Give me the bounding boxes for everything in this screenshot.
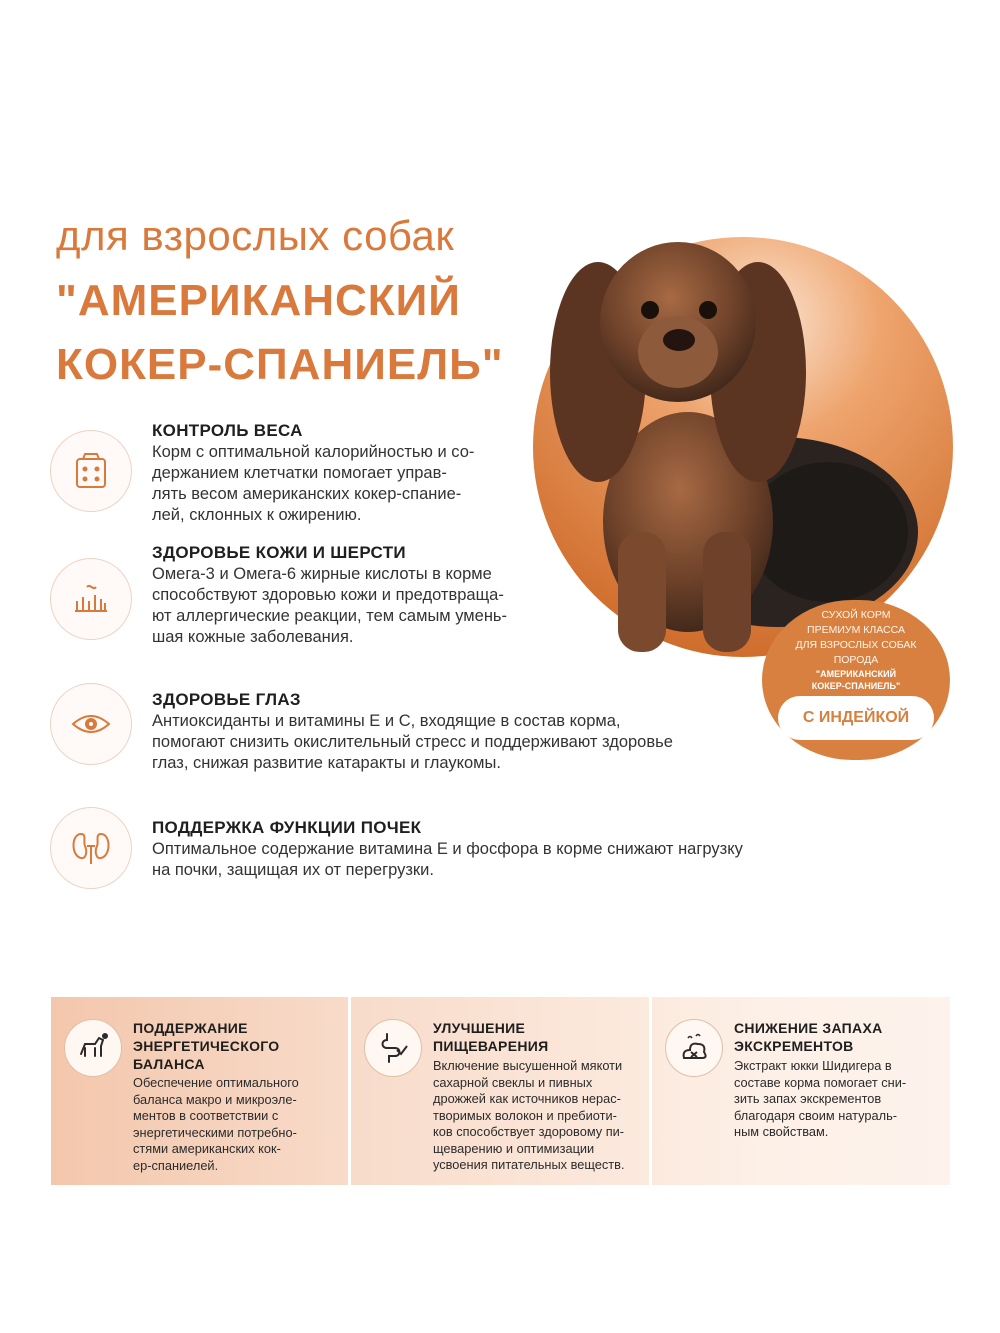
dog-energy-icon bbox=[64, 1019, 122, 1077]
benefit-title: ПОДДЕРЖАНИЕ ЭНЕРГЕТИЧЕСКОГО БАЛАНСА bbox=[133, 1020, 280, 1072]
benefit-text: Экстракт юкки Шидигера в составе корма помогает сни- зить запах экскрементов благодаря своим натураль- ным свойствам. bbox=[734, 1058, 907, 1139]
kidneys-icon bbox=[50, 807, 132, 889]
title-subtitle: для взрослых собак bbox=[56, 212, 455, 259]
digestion-icon bbox=[364, 1019, 422, 1077]
benefit-title: УЛУЧШЕНИЕ ПИЩЕВАРЕНИЯ bbox=[433, 1020, 549, 1054]
feature-text: Омега-3 и Омега-6 жирные кислоты в корме способствуют здоровью кожи и предотвраща- ют аллергические реакции, тем самым умень- шая кожные заболевания. bbox=[152, 565, 508, 646]
feature-title: КОНТРОЛЬ ВЕСА bbox=[152, 421, 303, 440]
feature-text: Корм с оптимальной калорийностью и со- держанием клетчатки помогает управ- лять весом американских кокер-спание- лей, склонных к ожирению. bbox=[152, 443, 475, 524]
benefit-digestion bbox=[351, 997, 649, 1185]
feature-title: ЗДОРОВЬЕ ГЛАЗ bbox=[152, 690, 301, 709]
feature-text: Оптимальное содержание витамина Е и фосфора в корме снижают нагрузку на почки, защищая их от перегрузки. bbox=[152, 840, 743, 879]
cocker-spaniel-illustration bbox=[528, 232, 958, 662]
benefit-text: Включение высушенной мякоти сахарной свеклы и пивных дрожжей как источников нерас- творимых волокон и пребиоти- ков способствует здоровому пи- щеварению и оптимизации усвоения питательных веществ. bbox=[433, 1058, 625, 1172]
food-bag-icon bbox=[50, 430, 132, 512]
benefits-strip bbox=[51, 997, 950, 1185]
title-breed-line1: "АМЕРИКАНСКИЙ bbox=[56, 276, 461, 325]
feature-text: Антиоксиданты и витамины Е и С, входящие в состав корма, помогают снизить окислительный стресс и поддерживают здоровье глаз, снижая развитие катаракты и глаукомы. bbox=[152, 712, 673, 772]
badge-description: СУХОЙ КОРМ ПРЕМИУМ КЛАССА ДЛЯ ВЗРОСЛЫХ СОБАК ПОРОДА bbox=[795, 609, 917, 666]
hero-dog-image bbox=[528, 232, 958, 662]
benefit-energy-balance bbox=[51, 997, 348, 1185]
benefit-text: Обеспечение оптимального баланса макро и микроэле- ментов в соответствии с энергетическими потребно- стями американских кок- ер-спаниелей. bbox=[133, 1075, 299, 1173]
eye-icon bbox=[50, 683, 132, 765]
title-breed-line2: КОКЕР-СПАНИЕЛЬ" bbox=[56, 340, 504, 389]
product-badge bbox=[762, 600, 950, 760]
badge-flavor: С ИНДЕЙКОЙ bbox=[778, 696, 934, 740]
benefit-odor-reduction bbox=[652, 997, 950, 1185]
feature-title: ПОДДЕРЖКА ФУНКЦИИ ПОЧЕК bbox=[152, 818, 422, 837]
badge-breed: "АМЕРИКАНСКИЙ КОКЕР-СПАНИЕЛЬ" bbox=[811, 669, 901, 691]
skin-coat-icon bbox=[50, 558, 132, 640]
feature-title: ЗДОРОВЬЕ КОЖИ И ШЕРСТИ bbox=[152, 543, 406, 562]
odor-reduction-icon bbox=[665, 1019, 723, 1077]
benefit-title: СНИЖЕНИЕ ЗАПАХА ЭКСКРЕМЕНТОВ bbox=[734, 1020, 883, 1054]
